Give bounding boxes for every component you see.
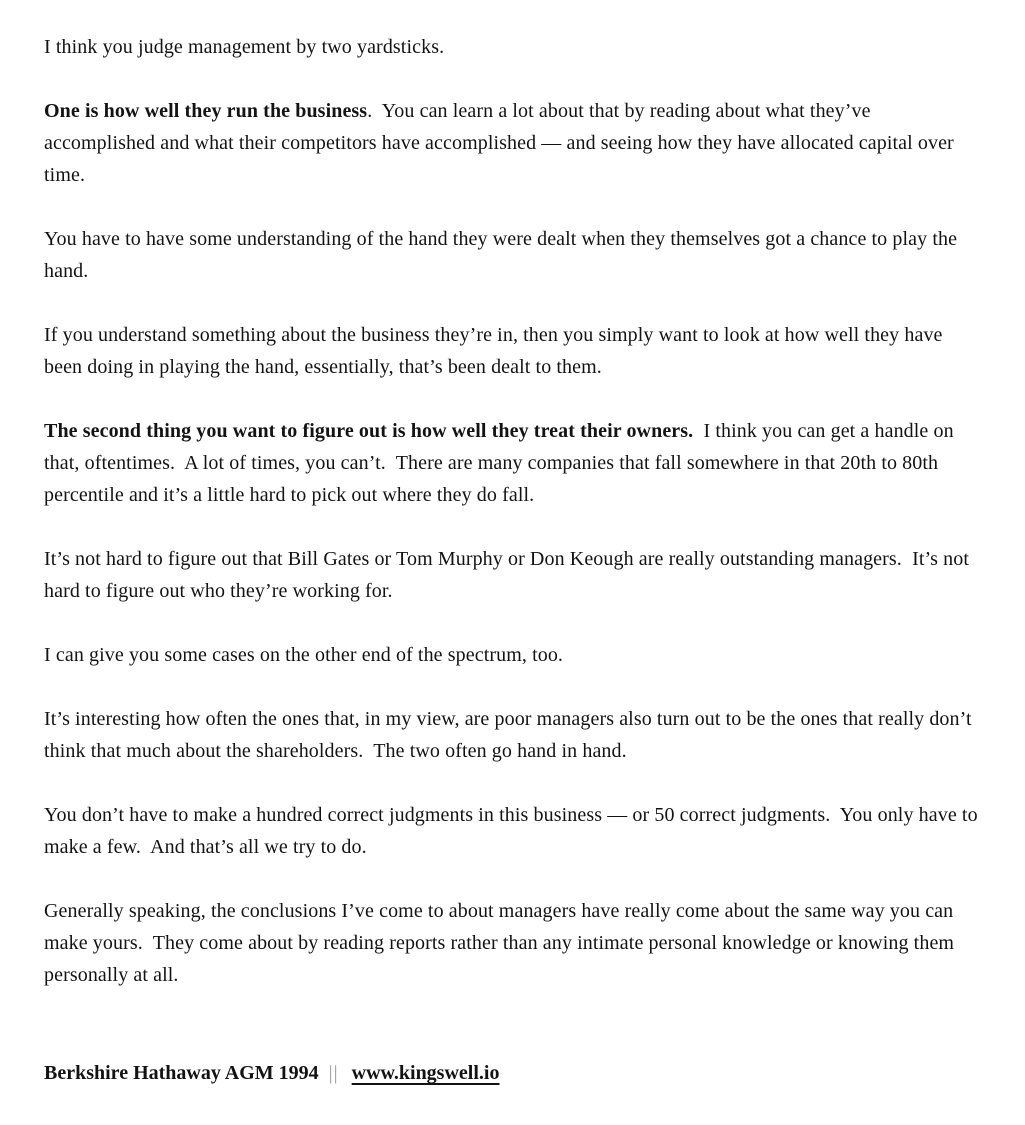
text-segment: . You can learn a lot about that by reading about what they’ve accomplished and what their competitors have accomplished — and seeing how they have allocated capital over time. (44, 100, 959, 186)
text-segment: I think you can get a handle on that, oftentimes. A lot of times, you can’t. There are many companies that fall somewhere in that 20th to 80th percentile and it’s a little hard to pick out where they do fall. (44, 420, 959, 506)
paragraph (44, 319, 981, 383)
document-body (44, 31, 981, 991)
paragraph (44, 703, 981, 767)
text-segment: Generally speaking, the conclusions I’ve come to about managers have really come about the same way you can make yours. They come about by reading reports rather than any intimate personal knowledge or knowing them personally at all. (44, 900, 960, 986)
paragraph (44, 415, 981, 511)
paragraph (44, 95, 981, 191)
text-segment: You have to have some understanding of the hand they were dealt when they themselves got a chance to play the hand. (44, 228, 963, 282)
kingswell-link[interactable]: www.kingswell.io (351, 1062, 500, 1084)
text-segment: It’s interesting how often the ones that, in my view, are poor managers also turn out to be the ones that really don’t think that much about the shareholders. The two often go hand in hand. (44, 708, 977, 762)
text-segment: I can give you some cases on the other end of the spectrum, too. (44, 644, 564, 666)
separator-bars: || (328, 1062, 339, 1084)
text-segment: It’s not hard to figure out that Bill Gates or Tom Murphy or Don Keough are really outstanding managers. It’s not hard to figure out who they’re working for. (44, 548, 975, 602)
source-label: Berkshire Hathaway AGM 1994 (44, 1062, 319, 1084)
text-segment: If you understand something about the business they’re in, then you simply want to look at how well they have been doing in playing the hand, essentially, that’s been dealt to them. (44, 324, 948, 378)
bold-text-segment: The second thing you want to figure out is how well they treat their owners. (44, 420, 694, 442)
paragraph (44, 31, 981, 63)
paragraph (44, 895, 981, 991)
attribution-footer (44, 1057, 981, 1089)
paragraph (44, 223, 981, 287)
text-segment: You don’t have to make a hundred correct judgments in this business — or 50 correct judgments. You only have to make a few. And that’s all we try to do. (44, 804, 983, 858)
text-segment: I think you judge management by two yardsticks. (44, 36, 445, 58)
paragraph (44, 799, 981, 863)
paragraph (44, 639, 981, 671)
paragraph (44, 543, 981, 607)
bold-text-segment: One is how well they run the business (44, 100, 368, 122)
